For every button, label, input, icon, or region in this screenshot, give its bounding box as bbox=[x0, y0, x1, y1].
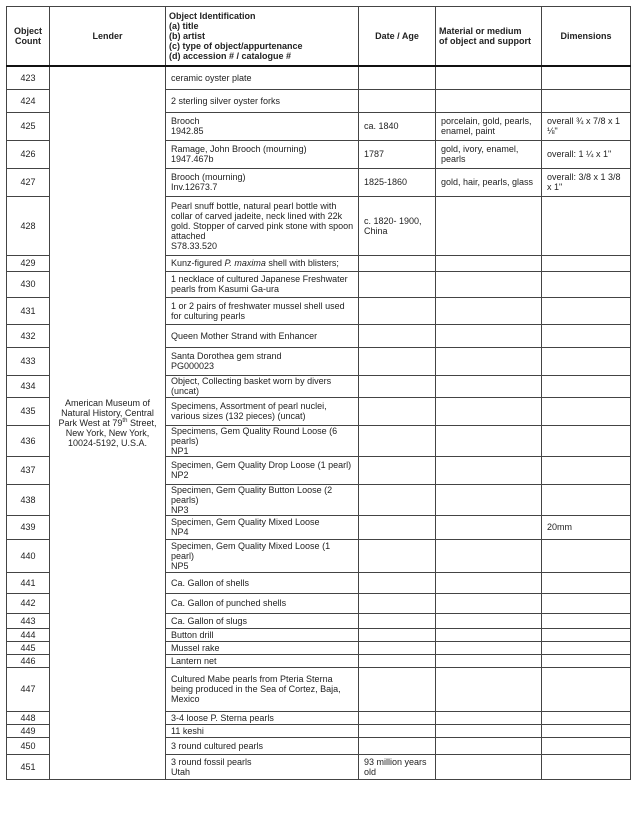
material-cell bbox=[436, 667, 542, 711]
object-identification-cell bbox=[166, 255, 359, 271]
dimensions-cell bbox=[542, 724, 631, 737]
dimensions-cell bbox=[542, 89, 631, 112]
date-age-cell bbox=[359, 375, 436, 397]
date-age-cell bbox=[359, 711, 436, 724]
date-age-cell bbox=[359, 347, 436, 375]
object-count-cell: 440 bbox=[7, 539, 50, 572]
material-cell bbox=[436, 484, 542, 515]
dimensions-cell bbox=[542, 628, 631, 641]
dimensions-cell: overall: 3/8 x 1 3/8 x 1" bbox=[542, 168, 631, 196]
object-identification-cell: 1 necklace of cultured Japanese Freshwater pearls from Kasumi Ga-ura bbox=[166, 271, 359, 297]
object-count-cell: 430 bbox=[7, 271, 50, 297]
header-date-age: Date / Age bbox=[359, 7, 436, 67]
object-identification-cell: 3 round fossil pearls Utah bbox=[166, 754, 359, 779]
date-age-cell bbox=[359, 737, 436, 754]
material-cell bbox=[436, 89, 542, 112]
object-count-cell: 434 bbox=[7, 375, 50, 397]
object-identification-cell: Ca. Gallon of punched shells bbox=[166, 593, 359, 613]
header-row bbox=[7, 7, 631, 67]
object-loan-table bbox=[6, 6, 631, 780]
object-identification-cell: Ca. Gallon of slugs bbox=[166, 613, 359, 628]
object-count-cell: 435 bbox=[7, 397, 50, 425]
object-identification-cell: Pearl snuff bottle, natural pearl bottle with collar of carved jadeite, neck lined with 22k gold. Stopper of carved pink stone with spoon attached S78.33.520 bbox=[166, 196, 359, 255]
object-identification-cell: Object, Collecting basket worn by divers (uncat) bbox=[166, 375, 359, 397]
dimensions-cell bbox=[542, 572, 631, 593]
date-age-cell bbox=[359, 297, 436, 324]
object-count-cell: 423 bbox=[7, 66, 50, 89]
dimensions-cell bbox=[542, 641, 631, 654]
object-count-cell: 437 bbox=[7, 456, 50, 484]
lender-text: American Museum of Natural History, Central Park West at 79 bbox=[58, 397, 154, 428]
dimensions-cell bbox=[542, 425, 631, 456]
object-count-cell: 442 bbox=[7, 593, 50, 613]
object-count-cell: 441 bbox=[7, 572, 50, 593]
dimensions-cell: overall ¾ x 7/8 x 1 ⅛" bbox=[542, 112, 631, 140]
header-ident-line: Object Identification bbox=[169, 11, 256, 21]
object-identification-cell: Button drill bbox=[166, 628, 359, 641]
material-cell bbox=[436, 297, 542, 324]
object-count-cell: 426 bbox=[7, 140, 50, 168]
dimensions-cell bbox=[542, 255, 631, 271]
dimensions-cell bbox=[542, 754, 631, 779]
dimensions-cell bbox=[542, 196, 631, 255]
date-age-cell: 1825-1860 bbox=[359, 168, 436, 196]
date-age-cell bbox=[359, 613, 436, 628]
object-count-cell: 447 bbox=[7, 667, 50, 711]
header-ident-line: (c) type of object/appurtenance bbox=[169, 41, 303, 51]
species-name: P. maxima bbox=[224, 258, 266, 268]
material-cell bbox=[436, 347, 542, 375]
object-identification-cell: Specimen, Gem Quality Mixed Loose (1 pearl) NP5 bbox=[166, 539, 359, 572]
object-count-cell: 428 bbox=[7, 196, 50, 255]
dimensions-cell bbox=[542, 613, 631, 628]
date-age-cell bbox=[359, 641, 436, 654]
object-identification-cell: 3-4 loose P. Sterna pearls bbox=[166, 711, 359, 724]
material-cell bbox=[436, 515, 542, 539]
date-age-cell bbox=[359, 593, 436, 613]
date-age-cell bbox=[359, 271, 436, 297]
header-object-identification bbox=[166, 7, 359, 67]
object-identification-cell: Lantern net bbox=[166, 654, 359, 667]
material-cell bbox=[436, 754, 542, 779]
object-identification-cell: 1 or 2 pairs of freshwater mussel shell used for culturing pearls bbox=[166, 297, 359, 324]
identification-text: shell with blisters; bbox=[265, 258, 339, 268]
date-age-cell bbox=[359, 539, 436, 572]
object-identification-cell: Mussel rake bbox=[166, 641, 359, 654]
header-dimensions: Dimensions bbox=[542, 7, 631, 67]
material-cell bbox=[436, 271, 542, 297]
material-cell bbox=[436, 539, 542, 572]
material-cell bbox=[436, 724, 542, 737]
object-identification-cell: Ca. Gallon of shells bbox=[166, 572, 359, 593]
object-count-cell: 445 bbox=[7, 641, 50, 654]
date-age-cell bbox=[359, 654, 436, 667]
dimensions-cell bbox=[542, 397, 631, 425]
object-identification-cell: 2 sterling silver oyster forks bbox=[166, 89, 359, 112]
dimensions-cell bbox=[542, 456, 631, 484]
header-ident-line: (d) accession # / catalogue # bbox=[169, 51, 292, 61]
dimensions-cell bbox=[542, 484, 631, 515]
date-age-cell: 1787 bbox=[359, 140, 436, 168]
object-identification-cell: Brooch 1942.85 bbox=[166, 112, 359, 140]
object-count-cell: 450 bbox=[7, 737, 50, 754]
object-count-cell: 436 bbox=[7, 425, 50, 456]
object-count-cell: 444 bbox=[7, 628, 50, 641]
header-object-count: Object Count bbox=[7, 7, 50, 67]
dimensions-cell bbox=[542, 711, 631, 724]
material-cell bbox=[436, 375, 542, 397]
dimensions-cell: 20mm bbox=[542, 515, 631, 539]
date-age-cell bbox=[359, 724, 436, 737]
object-count-cell: 449 bbox=[7, 724, 50, 737]
object-count-cell: 429 bbox=[7, 255, 50, 271]
date-age-cell bbox=[359, 324, 436, 347]
object-identification-cell: 3 round cultured pearls bbox=[166, 737, 359, 754]
header-ident-line: (a) title bbox=[169, 21, 199, 31]
dimensions-cell bbox=[542, 324, 631, 347]
date-age-cell bbox=[359, 515, 436, 539]
object-count-cell: 431 bbox=[7, 297, 50, 324]
material-cell bbox=[436, 425, 542, 456]
dimensions-cell bbox=[542, 66, 631, 89]
object-count-cell: 438 bbox=[7, 484, 50, 515]
object-identification-cell: Specimens, Gem Quality Round Loose (6 pearls) NP1 bbox=[166, 425, 359, 456]
lender-cell bbox=[50, 66, 166, 779]
material-cell bbox=[436, 711, 542, 724]
object-count-cell: 446 bbox=[7, 654, 50, 667]
material-cell: porcelain, gold, pearls, enamel, paint bbox=[436, 112, 542, 140]
object-identification-cell: Santa Dorothea gem strand PG000023 bbox=[166, 347, 359, 375]
object-identification-cell: Ramage, John Brooch (mourning) 1947.467b bbox=[166, 140, 359, 168]
material-cell bbox=[436, 737, 542, 754]
table-body bbox=[7, 66, 631, 779]
material-cell bbox=[436, 613, 542, 628]
dimensions-cell: overall: 1 ¼ x 1" bbox=[542, 140, 631, 168]
object-count-cell: 433 bbox=[7, 347, 50, 375]
object-identification-cell: Specimens, Assortment of pearl nuclei, various sizes (132 pieces) (uncat) bbox=[166, 397, 359, 425]
material-cell bbox=[436, 397, 542, 425]
header-ident-line: (b) artist bbox=[169, 31, 205, 41]
material-cell bbox=[436, 593, 542, 613]
identification-text: Kunz-figured bbox=[171, 258, 225, 268]
object-count-cell: 424 bbox=[7, 89, 50, 112]
material-cell bbox=[436, 654, 542, 667]
date-age-cell bbox=[359, 425, 436, 456]
header-lender: Lender bbox=[50, 7, 166, 67]
material-cell: gold, ivory, enamel, pearls bbox=[436, 140, 542, 168]
date-age-cell bbox=[359, 628, 436, 641]
dimensions-cell bbox=[542, 593, 631, 613]
object-count-cell: 427 bbox=[7, 168, 50, 196]
dimensions-cell bbox=[542, 737, 631, 754]
object-identification-cell: Specimen, Gem Quality Drop Loose (1 pearl) NP2 bbox=[166, 456, 359, 484]
date-age-cell bbox=[359, 89, 436, 112]
material-cell bbox=[436, 628, 542, 641]
dimensions-cell bbox=[542, 297, 631, 324]
table-row bbox=[7, 66, 631, 89]
date-age-cell: ca. 1840 bbox=[359, 112, 436, 140]
material-cell bbox=[436, 324, 542, 347]
dimensions-cell bbox=[542, 375, 631, 397]
object-count-cell: 451 bbox=[7, 754, 50, 779]
material-cell bbox=[436, 456, 542, 484]
date-age-cell bbox=[359, 484, 436, 515]
object-identification-cell: Specimen, Gem Quality Mixed Loose NP4 bbox=[166, 515, 359, 539]
dimensions-cell bbox=[542, 347, 631, 375]
object-count-cell: 425 bbox=[7, 112, 50, 140]
material-cell bbox=[436, 66, 542, 89]
date-age-cell: c. 1820- 1900, China bbox=[359, 196, 436, 255]
object-identification-cell: 11 keshi bbox=[166, 724, 359, 737]
date-age-cell bbox=[359, 255, 436, 271]
material-cell bbox=[436, 572, 542, 593]
material-cell bbox=[436, 196, 542, 255]
lender-text-continued: Street, New York, New York, 10024-5192, U.S.A. bbox=[65, 417, 157, 448]
object-identification-cell: ceramic oyster plate bbox=[166, 66, 359, 89]
dimensions-cell bbox=[542, 271, 631, 297]
date-age-cell bbox=[359, 667, 436, 711]
date-age-cell: 93 million years old bbox=[359, 754, 436, 779]
dimensions-cell bbox=[542, 539, 631, 572]
object-identification-cell: Brooch (mourning) Inv.12673.7 bbox=[166, 168, 359, 196]
dimensions-cell bbox=[542, 654, 631, 667]
object-identification-cell: Queen Mother Strand with Enhancer bbox=[166, 324, 359, 347]
object-count-cell: 448 bbox=[7, 711, 50, 724]
material-cell bbox=[436, 255, 542, 271]
object-count-cell: 443 bbox=[7, 613, 50, 628]
date-age-cell bbox=[359, 66, 436, 89]
date-age-cell bbox=[359, 397, 436, 425]
material-cell bbox=[436, 641, 542, 654]
object-count-cell: 439 bbox=[7, 515, 50, 539]
dimensions-cell bbox=[542, 667, 631, 711]
material-cell: gold, hair, pearls, glass bbox=[436, 168, 542, 196]
object-identification-cell: Cultured Mabe pearls from Pteria Sterna being produced in the Sea of Cortez, Baja, Mexico bbox=[166, 667, 359, 711]
date-age-cell bbox=[359, 456, 436, 484]
object-identification-cell: Specimen, Gem Quality Button Loose (2 pearls) NP3 bbox=[166, 484, 359, 515]
date-age-cell bbox=[359, 572, 436, 593]
object-count-cell: 432 bbox=[7, 324, 50, 347]
header-material: Material or medium of object and support bbox=[436, 7, 542, 67]
lender-ordinal-suffix: th bbox=[122, 417, 128, 424]
